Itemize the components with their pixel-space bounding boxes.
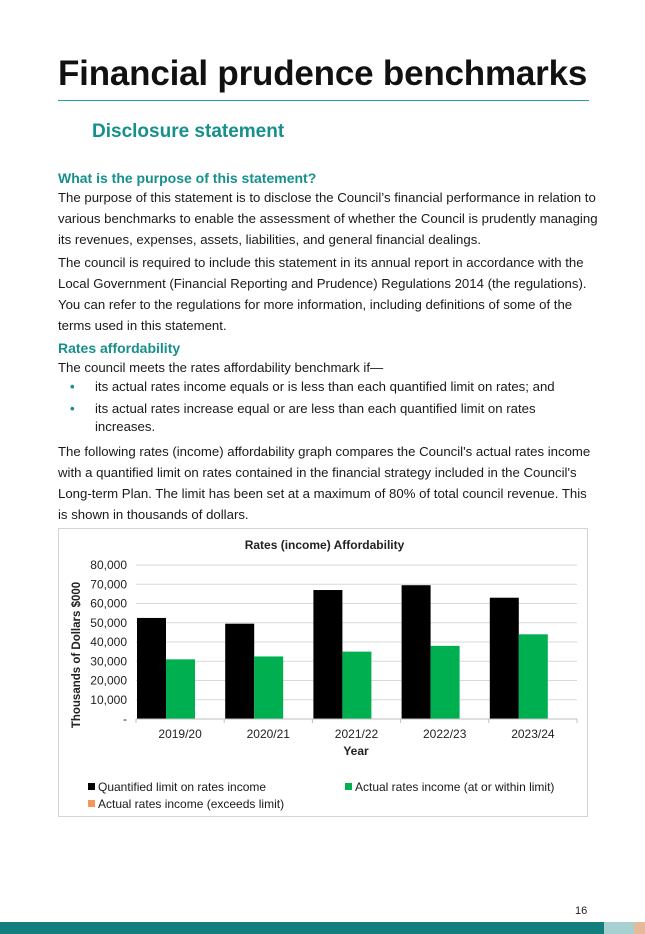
x-tick-label: 2022/23: [423, 727, 467, 741]
legend-item: [88, 780, 266, 794]
y-axis-label: Thousands of Dollars $000: [71, 581, 83, 729]
x-tick-label: 2023/24: [511, 727, 555, 741]
footer-bar: [0, 922, 604, 934]
bar-actual: [166, 659, 195, 719]
y-tick-label: 20,000: [90, 673, 127, 688]
chart-title: Rates (income) Affordability: [244, 538, 405, 552]
footer-bar-accent: [634, 922, 645, 934]
legend-swatch-within: [345, 783, 352, 790]
footer-bar-light: [604, 922, 634, 934]
bar-actual: [519, 634, 548, 719]
legend-label: Quantified limit on rates income: [98, 780, 267, 794]
purpose-heading: What is the purpose of this statement?: [58, 170, 317, 186]
purpose-paragraph-2: The council is required to include this statement in its annual report in accordance with the Local Government (Financial Reporting and Prudence) Regulations 2014 (the regulations). You can refer to the regulations for more information, including definitions of some of the terms used in this statement.: [58, 255, 587, 333]
bar-actual: [342, 652, 371, 719]
bar-limit: [313, 590, 342, 719]
legend-label: Actual rates income (at or within limit): [355, 780, 555, 794]
bar-actual: [254, 656, 283, 719]
bullet-text: its actual rates income equals or is less than each quantified limit on rates; and: [95, 379, 555, 394]
rates-affordability-chart: [58, 528, 588, 817]
y-tick-label: 30,000: [90, 654, 127, 669]
x-axis-label: Year: [343, 744, 369, 758]
bullet-icon: •: [70, 379, 75, 394]
legend-swatch-limit: [88, 783, 95, 790]
bullet-text: its actual rates increase equal or are less than each quantified limit on rates increases.: [95, 401, 536, 434]
rates-heading: Rates affordability: [58, 340, 181, 356]
y-tick-label: 70,000: [90, 577, 127, 592]
x-tick-label: 2020/21: [246, 727, 290, 741]
bar-actual: [431, 646, 460, 719]
list-item: [58, 378, 565, 396]
graph-paragraph: The following rates (income) affordability graph compares the Council's actual rates income with a quantified limit on rates contained in the financial strategy included in the Council's Long-term Plan. The limit has been set at a maximum of 80% of total council revenue. This is shown in thousands of dollars.: [58, 444, 591, 522]
y-tick-label: 60,000: [90, 596, 127, 611]
y-tick-label: 40,000: [90, 635, 127, 649]
legend-item: [345, 780, 554, 794]
bar-limit: [225, 624, 254, 719]
bar-limit: [490, 598, 519, 719]
y-tick-label: 10,000: [90, 692, 127, 707]
purpose-paragraph-1: The purpose of this statement is to disclose the Council’s financial performance in relation to various benchmarks to enable the assessment of whether the Council is prudently managing its revenues, expenses, assets, liabilities, and general financial dealings.: [58, 190, 598, 247]
page-number: 16: [575, 905, 588, 917]
y-tick-label: 80,000: [90, 558, 127, 572]
page-title: Financial prudence benchmarks: [58, 54, 588, 93]
x-tick-label: 2019/20: [158, 727, 202, 741]
y-tick-label: 50,000: [90, 615, 127, 630]
x-tick-label: 2021/22: [334, 727, 379, 741]
rates-section: [58, 339, 598, 440]
legend-label: Actual rates income (exceeds limit): [98, 797, 285, 811]
purpose-section: [58, 169, 598, 250]
bullet-icon: •: [70, 401, 75, 416]
rates-intro: The council meets the rates affordability benchmark if—: [58, 360, 384, 375]
bar-limit: [402, 585, 431, 719]
legend-item: [88, 797, 284, 811]
y-tick-label: -: [123, 712, 127, 726]
legend-swatch-exceeds: [88, 800, 95, 807]
chart-canvas: [59, 529, 589, 818]
regulations-section: [58, 252, 598, 336]
rates-bullet-list: [58, 378, 598, 436]
list-item: [58, 400, 565, 436]
graph-intro-section: [58, 441, 598, 525]
bar-limit: [137, 618, 166, 719]
title-divider: [58, 100, 589, 101]
page-subtitle: Disclosure statement: [92, 121, 285, 142]
